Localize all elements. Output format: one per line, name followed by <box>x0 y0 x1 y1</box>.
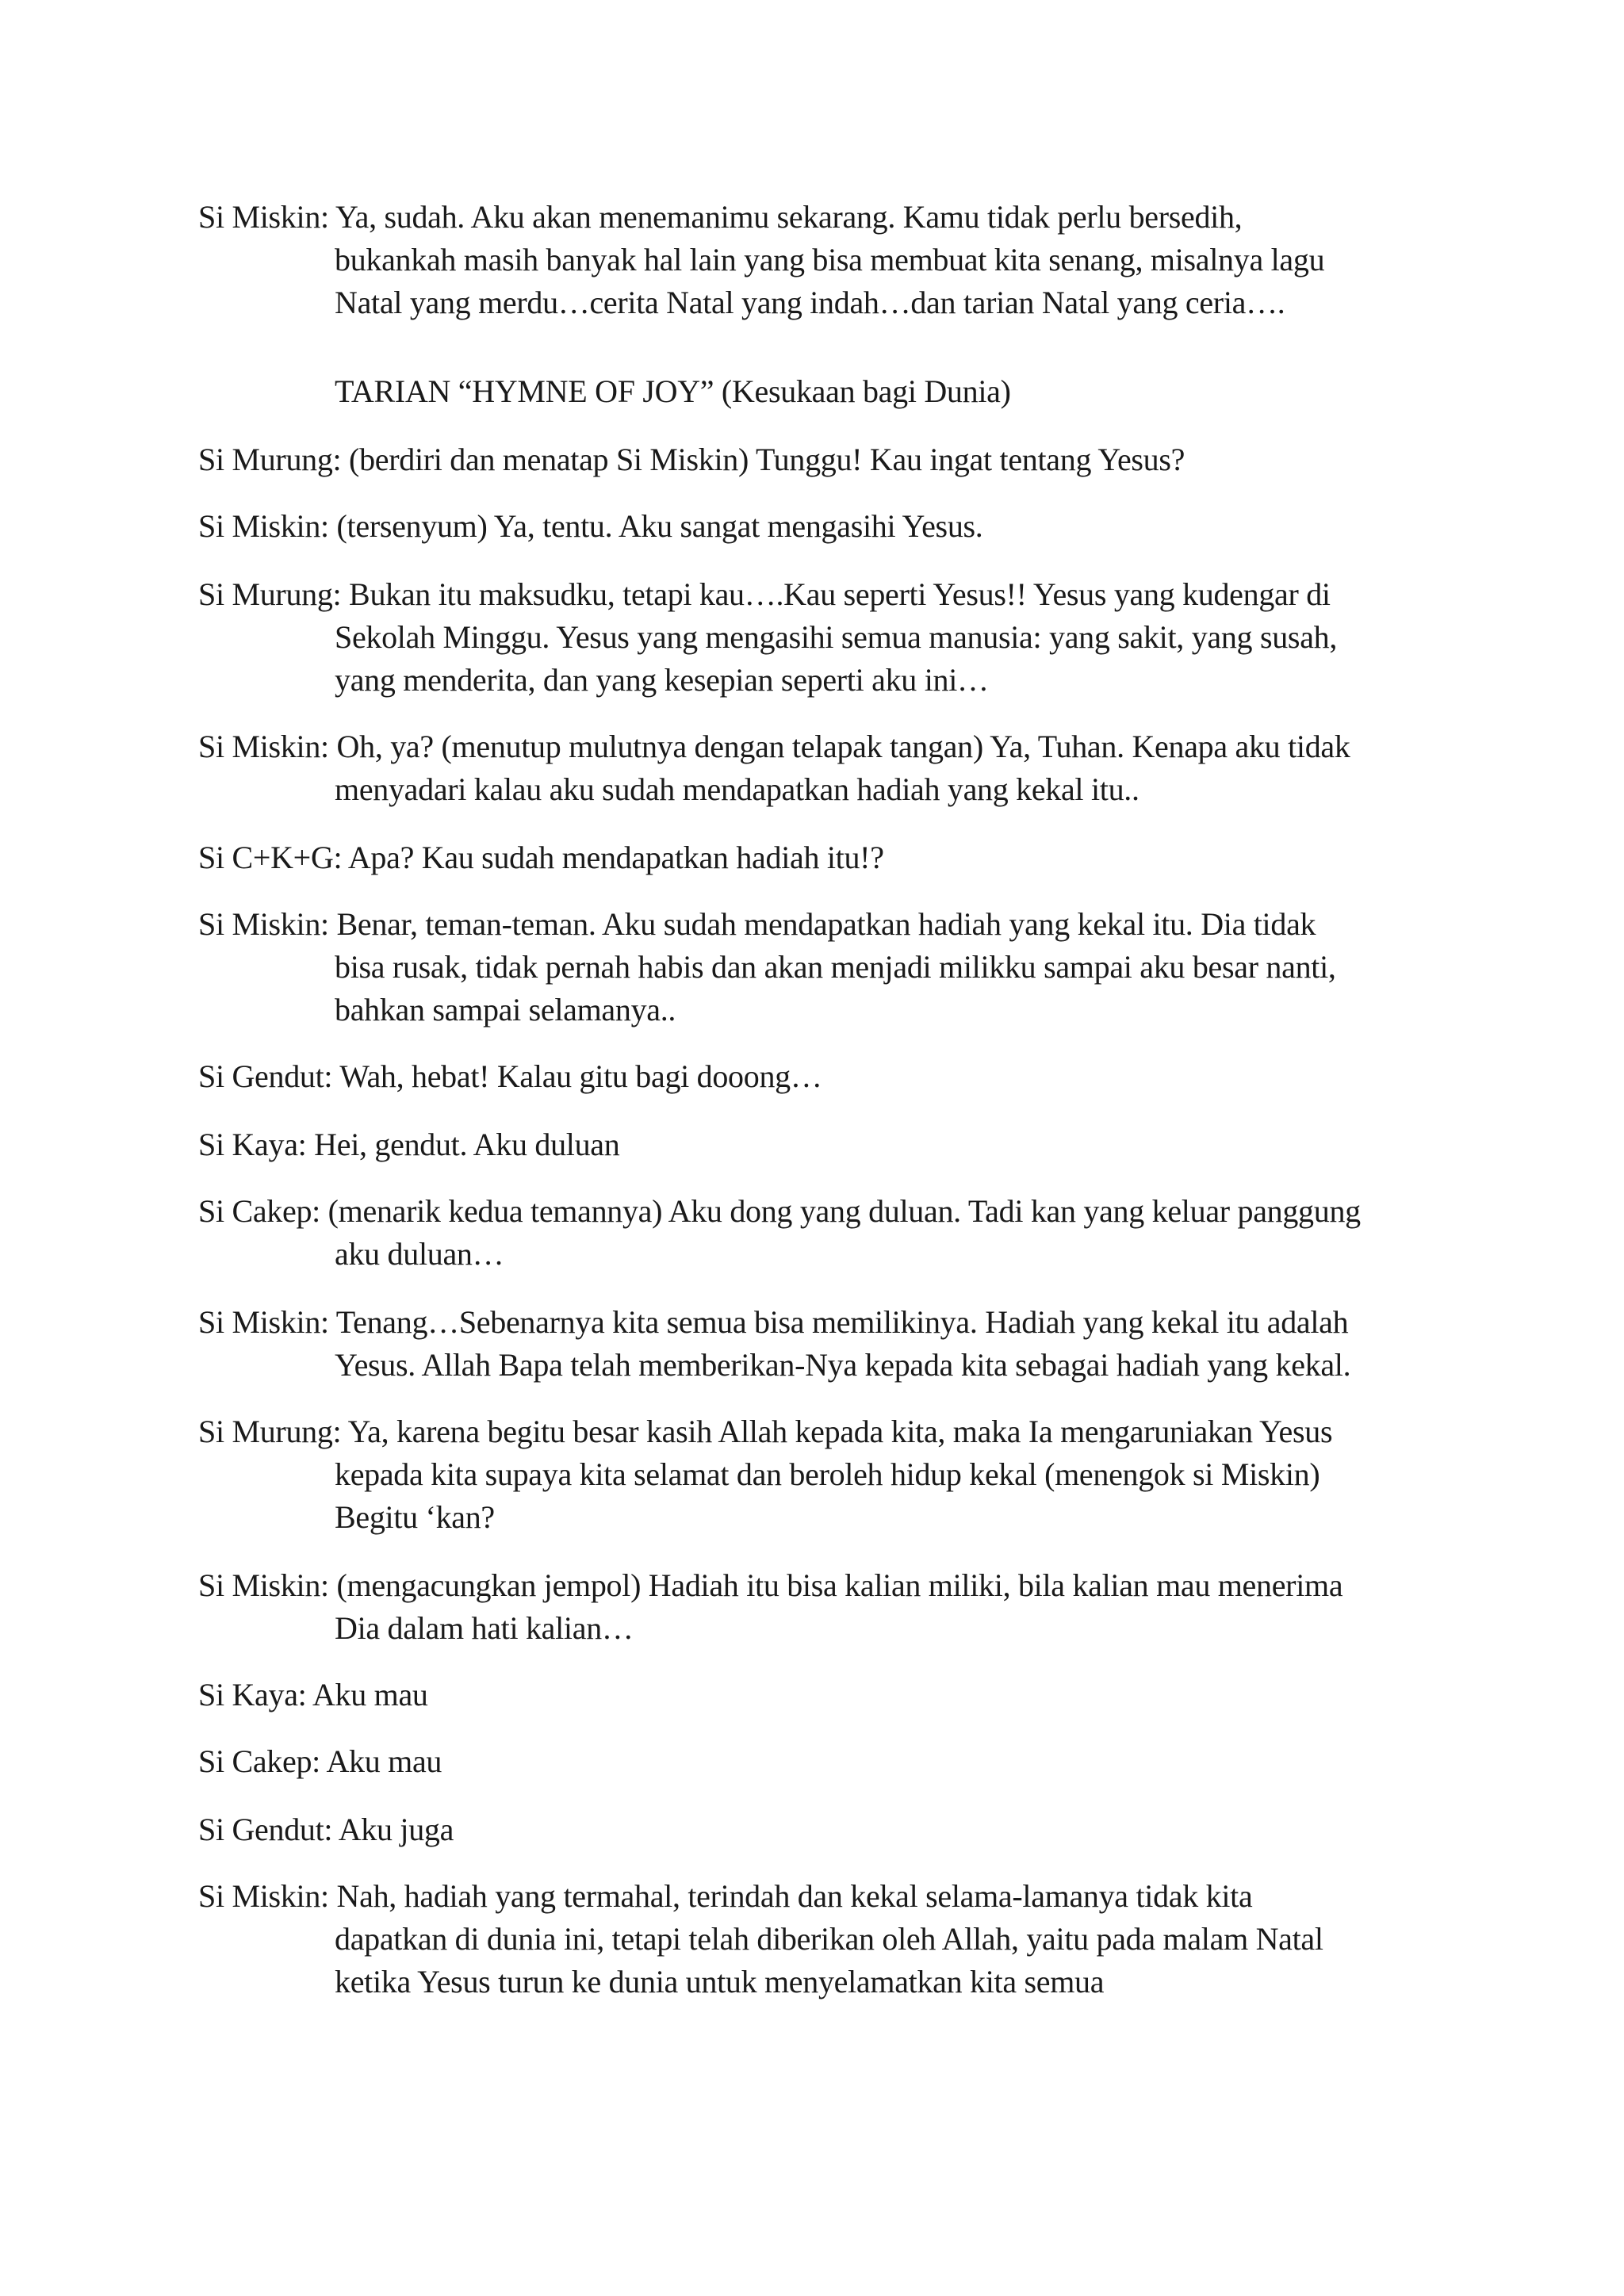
dialogue-line: Si Miskin: Benar, teman-teman. Aku sudah mendapatkan hadiah yang kekal itu. Dia tidak <box>198 906 1316 942</box>
dialogue-line: Si Miskin: (mengacungkan jempol) Hadiah itu bisa kalian miliki, bila kalian mau menerima <box>198 1567 1343 1603</box>
dialogue-line: Si Murung: Bukan itu maksudku, tetapi kau….Kau seperti Yesus!! Yesus yang kudengar di <box>198 576 1331 612</box>
dialogue-line: Si Miskin: Tenang…Sebenarnya kita semua bisa memilikinya. Hadiah yang kekal itu adalah <box>198 1304 1349 1340</box>
dialogue-line: dapatkan di dunia ini, tetapi telah diberikan oleh Allah, yaitu pada malam Natal <box>335 1921 1323 1957</box>
dialogue-line: Si Murung: (berdiri dan menatap Si Miskin) Tunggu! Kau ingat tentang Yesus? <box>198 442 1185 477</box>
dialogue-line: menyadari kalau aku sudah mendapatkan hadiah yang kekal itu.. <box>335 771 1139 807</box>
dialogue-line: Si Miskin: (tersenyum) Ya, tentu. Aku sangat mengasihi Yesus. <box>198 508 983 544</box>
dialogue-line: Si Miskin: Ya, sudah. Aku akan menemanimu sekarang. Kamu tidak perlu bersedih, <box>198 199 1243 235</box>
dialogue-line: Si Cakep: (menarik kedua temannya) Aku dong yang duluan. Tadi kan yang keluar panggung <box>198 1193 1361 1229</box>
dialogue-line: Si Cakep: Aku mau <box>198 1743 442 1779</box>
dialogue-line: bahkan sampai selamanya.. <box>335 992 676 1027</box>
dialogue-line: Si Kaya: Hei, gendut. Aku duluan <box>198 1127 620 1162</box>
dialogue-line: Si C+K+G: Apa? Kau sudah mendapatkan hadiah itu!? <box>198 840 884 875</box>
dialogue-line: ketika Yesus turun ke dunia untuk menyelamatkan kita semua <box>335 1964 1105 1999</box>
dialogue-line: Si Miskin: Nah, hadiah yang termahal, terindah dan kekal selama-lamanya tidak kita <box>198 1878 1253 1914</box>
dialogue-line: yang menderita, dan yang kesepian seperti aku ini… <box>335 662 989 698</box>
dialogue-line: kepada kita supaya kita selamat dan beroleh hidup kekal (menengok si Miskin) <box>335 1456 1320 1492</box>
dialogue-line: Si Kaya: Aku mau <box>198 1677 428 1712</box>
dialogue-line: Natal yang merdu…cerita Natal yang indah…dan tarian Natal yang ceria…. <box>335 285 1285 320</box>
dialogue-line: bukankah masih banyak hal lain yang bisa membuat kita senang, misalnya lagu <box>335 242 1325 277</box>
dialogue-line: Begitu ‘kan? <box>335 1499 495 1535</box>
dialogue-line: Sekolah Minggu. Yesus yang mengasihi semua manusia: yang sakit, yang susah, <box>335 619 1338 655</box>
dialogue-line: Si Murung: Ya, karena begitu besar kasih Allah kepada kita, maka Ia mengaruniakan Yesus <box>198 1414 1333 1449</box>
dialogue-line: bisa rusak, tidak pernah habis dan akan menjadi milikku sampai aku besar nanti, <box>335 949 1336 985</box>
dialogue-line: Si Gendut: Aku juga <box>198 1812 454 1847</box>
dance-heading: TARIAN “HYMNE OF JOY” (Kesukaan bagi Dunia) <box>335 373 1011 409</box>
dialogue-line: Si Gendut: Wah, hebat! Kalau gitu bagi dooong… <box>198 1058 822 1094</box>
dialogue-line: Yesus. Allah Bapa telah memberikan-Nya kepada kita sebagai hadiah yang kekal. <box>335 1347 1351 1383</box>
dialogue-line: Dia dalam hati kalian… <box>335 1610 634 1646</box>
dialogue-line: Si Miskin: Oh, ya? (menutup mulutnya dengan telapak tangan) Ya, Tuhan. Kenapa aku tidak <box>198 729 1350 764</box>
dialogue-line: aku duluan… <box>335 1236 504 1272</box>
